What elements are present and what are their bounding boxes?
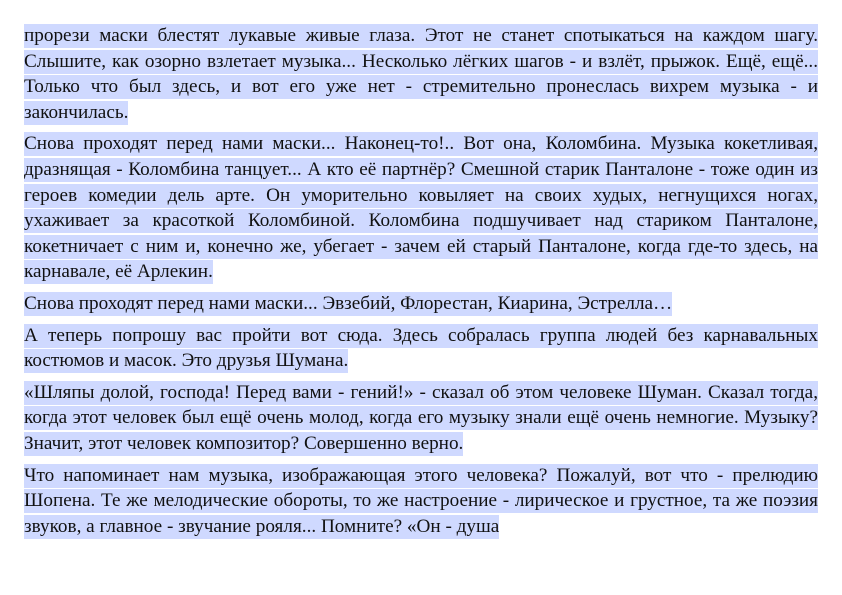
paragraph-6-text: Что напоминает нам музыка, изображающая этого человека? Пожалуй, вот что - прелюдию Шопена. Те же мелодические обороты, то же настроение - лирическое и грустное, та же поэзия звуков, а главное - звучание рояля... Помните? «Он - душа [24, 464, 818, 537]
paragraph-2-text: Снова проходят перед нами маски... Наконец-то!.. Вот она, Коломбина. Музыка кокетливая, дразнящая - Коломбина танцует... А кто её партнёр? Смешной старик Панталоне - тоже один из героев комедии дель арте. Он уморительно ковыляет на своих худых, негнущихся ногах, ухаживает за красоткой Коломбиной. Коломбина подшучивает над стариком Панталоне, кокетничает с ним и, конечно же, убегает - зачем ей старый Панталоне, когда где-то здесь, на карнавале, её Арлекин. [24, 133, 818, 283]
paragraph-2 [24, 131, 818, 285]
paragraph-3-text: Снова проходят перед нами маски... Эвзебий, Флорестан, Киарина, Эстрелла… [24, 292, 673, 314]
paragraph-4 [24, 323, 818, 374]
paragraph-6 [24, 463, 818, 540]
paragraph-1 [24, 23, 818, 125]
paragraph-5 [24, 380, 818, 457]
paragraph-1-text: прорези маски блестят лукавые живые глаза. Этот не станет спотыкаться на каждом шагу. Слышите, как озорно взлетает музыка... Несколько лёгких шагов - и взлёт, прыжок. Ещё, ещё... Только что был здесь, и вот его уже нет - стремительно пронеслась вихрем музыка - и закончилась. [24, 25, 818, 123]
paragraph-3 [24, 291, 818, 317]
paragraph-4-text: А теперь попрошу вас пройти вот сюда. Здесь собралась группа людей без карнавальных костюмов и масок. Это друзья Шумана. [24, 324, 818, 372]
paragraph-5-text: «Шляпы долой, господа! Перед вами - гений!» - сказал об этом человеке Шуман. Сказал тогда, когда этот человек был ещё очень молод, когда его музыку знали ещё очень немногие. Музыку? Значит, этот человек композитор? Совершенно верно. [24, 381, 818, 454]
document-page [24, 23, 818, 557]
